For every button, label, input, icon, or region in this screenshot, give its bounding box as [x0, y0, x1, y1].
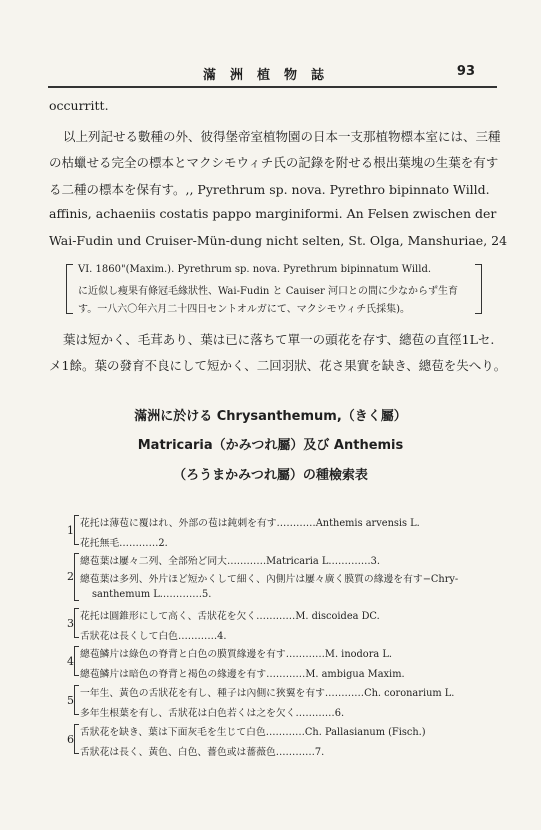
key-line: 多年生根葉を有し、舌狀花は白色若くは之を欠く…………6.: [80, 708, 345, 719]
key-line: 舌狀花は長くして白色…………4.: [80, 631, 227, 642]
key-number: 6: [67, 733, 74, 746]
key-line: 總苞鱗片は綠色の脊背と白色の膜質緣邊を有す…………M. inodora L.: [80, 649, 392, 660]
body-line: る二種の標本を保有す。,, Pyrethrum sp. nova. Pyrethro bipinnato Willd.: [49, 182, 490, 197]
key-number: 5: [67, 694, 74, 707]
key-brace: [74, 646, 79, 676]
key-line: 花托は薄苞に覆はれ、外部の苞は鈍刺を有す…………Anthemis arvensis L.: [80, 518, 420, 529]
key-brace: [74, 685, 79, 715]
key-line: 花托は圓錐形にして高く、舌狀花を欠く…………M. discoidea DC.: [80, 611, 380, 622]
note-line: VI. 1860"(Maxim.). Pyrethrum sp. nova. Pyrethrum bipinnatum Willd.: [78, 264, 432, 275]
key-line: 總苞葉は多列、外片ほど短かくして細く、內側片は屢々廣く膜質の緣邊を有す−Chry-: [80, 574, 459, 585]
key-line: 總苞葉は屢々二列、全部殆ど同大…………Matricaria L.…………3.: [80, 556, 381, 567]
key-brace: [74, 724, 79, 754]
key-line: 舌狀花を缺き、葉は下面灰毛を生じて白色…………Ch. Pallasianum (Fisch.): [80, 727, 426, 738]
key-brace: [74, 515, 79, 545]
key-brace: [74, 608, 79, 638]
key-line: 舌狀花は長く、黃色、白色、薔色或は薔薇色…………7.: [80, 747, 325, 758]
body-line: の枯蠟せる完全の標本とマクシモウィチ氏の記錄を附せる根出葉塊の生葉を有す: [49, 155, 499, 170]
key-heading: Matricaria（かみつれ屬）及び Anthemis: [137, 438, 404, 453]
key-line: santhemum L.…………5.: [92, 589, 212, 600]
note-bracket-right: [475, 264, 482, 314]
key-heading: （ろうまかみつれ屬）の種檢索表: [173, 468, 368, 483]
key-number: 4: [67, 655, 74, 668]
page-number: 93: [456, 64, 475, 79]
key-number: 2: [67, 570, 74, 583]
key-line: 總苞鱗片は暗色の脊背と褐色の緣邊を有す…………M. ambigua Maxim.: [80, 669, 405, 680]
key-heading: 滿洲に於ける Chrysanthemum,（きく屬）: [134, 409, 407, 424]
description-line: 葉は短かく、毛茸あり、葉は已に落ちて單一の頭花を存す、總苞の直徑1Lセ.: [63, 332, 495, 347]
body-line: Wai-Fudin und Cruiser-Mün-dung nicht selten, St. Olga, Manshuriae, 24: [49, 233, 508, 248]
key-brace: [74, 553, 79, 601]
key-line: 花托無毛…………2.: [80, 538, 168, 549]
note-line: す。一八六〇年六月二十四日セントオルガにて、マクシモウィチ氏採集)。: [78, 304, 411, 315]
key-number: 1: [67, 524, 74, 537]
description-line: メ1餘。葉の發育不良にして短かく、二回羽狀、花さ果實を缺き、總苞を失へり。: [49, 358, 507, 373]
body-line: 以上列記せる數種の外、彼得堡帝室植物園の日本一支那植物標本室には、三種: [63, 129, 501, 144]
running-header-title: 滿洲植物誌: [202, 68, 338, 83]
note-bracket-left: [66, 264, 73, 314]
header-rule: [48, 86, 497, 88]
key-number: 3: [67, 617, 74, 630]
body-line: affinis, achaeniis costatis pappo marginiformi. An Felsen zwischen der: [49, 206, 497, 221]
note-line: に近似し痩果有條冠毛緣狀性、Wai-Fudin と Cauiser 河口との間に少なからず生育: [78, 286, 458, 297]
key-line: 一年生、黃色の舌狀花を有し、種子は內側に狹翼を有す…………Ch. coronarium L.: [80, 688, 455, 699]
body-line: occurritt.: [49, 98, 109, 113]
